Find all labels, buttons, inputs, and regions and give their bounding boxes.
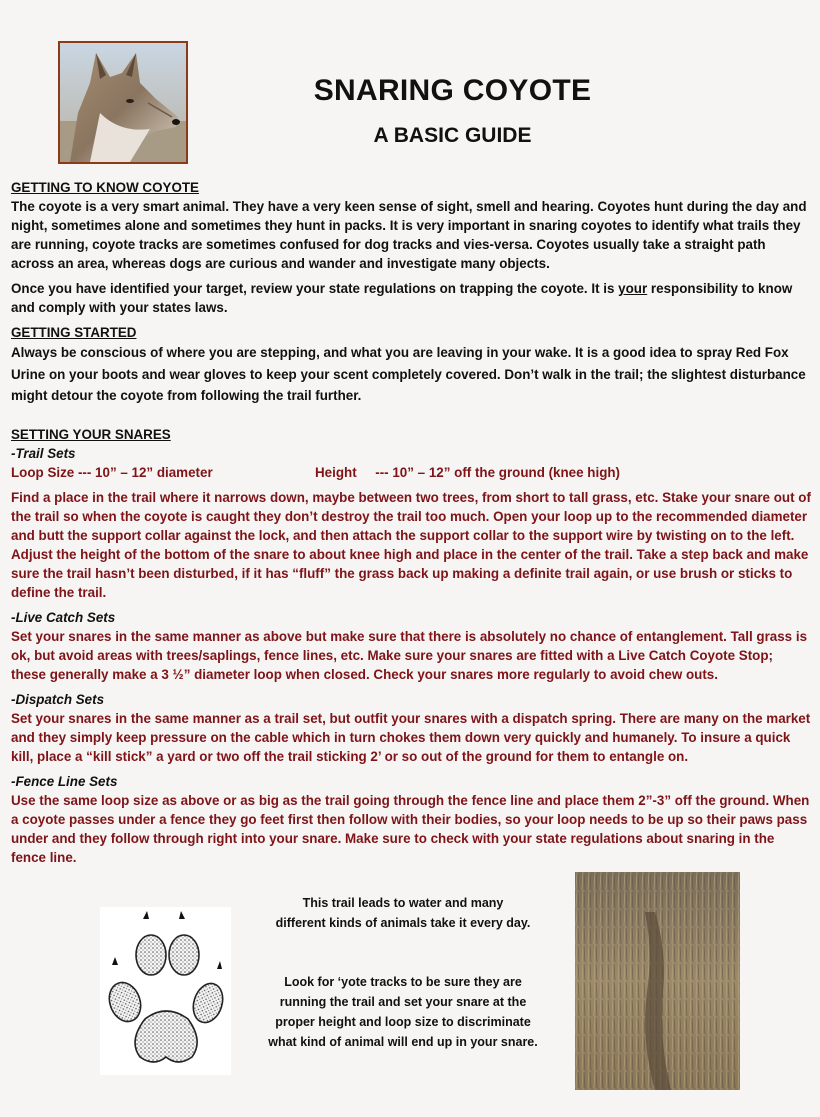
caption-tracks-line-3: proper height and loop size to discriminate xyxy=(275,1015,531,1029)
caption-trail xyxy=(262,893,544,933)
trail-photo xyxy=(575,872,740,1090)
know-p2-emphasis: your xyxy=(618,281,648,296)
loop-size-row xyxy=(11,463,811,482)
page-title: SNARING COYOTE xyxy=(313,74,592,107)
fence-line-title: -Fence Line Sets xyxy=(11,773,118,789)
caption-tracks xyxy=(262,972,544,1052)
trail-sets-text: Find a place in the trail where it narrows down, maybe between two trees, from short to tall grass, etc. Stake your snare out of the trail so when the coyote is caught they don’t destroy the trail too much. Open your loop up to the recommended diameter and butt the support collar against the lock, and then attach the support collar to the support wire by twisting on to the left. Adjust the height of the bottom of the snare to about knee high and place in the center of the trail. Take a step back and make sure the trail hasn’t been disturbed, if it has “fluff” the grass back up making a definite trail again, or use brush or sticks to define the trail. xyxy=(11,489,811,600)
know-paragraph-2 xyxy=(11,279,811,317)
know-p2-after: responsibility to know and comply with your states laws. xyxy=(11,281,793,315)
know-paragraph-1: The coyote is a very smart animal. They have a very keen sense of sight, smell and hearing. Coyotes hunt during the day and night, sometimes alone and sometimes they hunt in packs. It is very important in snaring coyotes to identify what trails they are running, coyote tracks are sometimes confused for dog tracks and vies-versa. Coyotes usually take a straight path across an area, whereas dogs are curious and wander and investigate many objects. xyxy=(11,199,807,271)
live-catch-text: Set your snares in the same manner as above but make sure that there is absolutely no chance of entanglement. Tall grass is ok, but avoid areas with trees/saplings, fence lines, etc. Make sure your snares are fitted with a Live Catch Coyote Stop; these generally make a 3 ½” diameter loop when closed. Check your snares more regularly to avoid chew outs. xyxy=(11,628,808,682)
loop-size-text: Loop Size --- 10” – 12” diameter xyxy=(11,464,213,480)
section-heading-started: GETTING STARTED xyxy=(11,325,137,340)
caption-tracks-line-2: running the trail and set your snare at the xyxy=(279,995,527,1009)
live-catch-title: -Live Catch Sets xyxy=(11,609,116,625)
paw-print-illustration xyxy=(100,907,231,1075)
guide-content xyxy=(11,178,811,867)
started-paragraph: Always be conscious of where you are stepping, and what you are leaving in your wake. It is a good idea to spray Red Fox Urine on your boots and wear gloves to keep your scent completely covered. Don’t walk in the trail; the slightest disturbance might detour the coyote from following the trail further. xyxy=(11,345,806,403)
dispatch-title: -Dispatch Sets xyxy=(11,691,105,707)
section-heading-snares: SETTING YOUR SNARES xyxy=(11,426,171,442)
page-subtitle: A BASIC GUIDE xyxy=(373,124,532,147)
dispatch-text: Set your snares in the same manner as a trail set, but outfit your snares with a dispatch spring. There are many on the market and they simply keep pressure on the cable which in turn chokes them down very quickly and humanely. To insure a quick kill, place a “kill stick” a yard or two off the trail sticking 2’ or so out of the ground for them to entangle on. xyxy=(11,710,811,764)
caption-tracks-line-4: what kind of animal will end up in your snare. xyxy=(268,1035,538,1049)
section-heading-know: GETTING TO KNOW COYOTE xyxy=(11,180,199,195)
caption-trail-line-2: different kinds of animals take it every day. xyxy=(275,916,531,930)
caption-tracks-line-1: Look for ‘yote tracks to be sure they are xyxy=(284,975,522,989)
trail-sets-title: -Trail Sets xyxy=(11,445,76,461)
height-text: Height --- 10” – 12” off the ground (knee high) xyxy=(315,464,621,480)
caption-trail-line-1: This trail leads to water and many xyxy=(302,896,504,910)
know-p2-before: Once you have identified your target, review your state regulations on trapping the coyote. It is xyxy=(11,281,619,296)
fence-line-text: Use the same loop size as above or as big as the trail going through the fence line and place them 2”-3” off the ground. When a coyote passes under a fence they go feet first then follow with their bodies, so your loop needs to be up so their paws pass under and they follow through right into your snare. Make sure to check with your state regulations about snaring in the fence line. xyxy=(11,792,810,865)
